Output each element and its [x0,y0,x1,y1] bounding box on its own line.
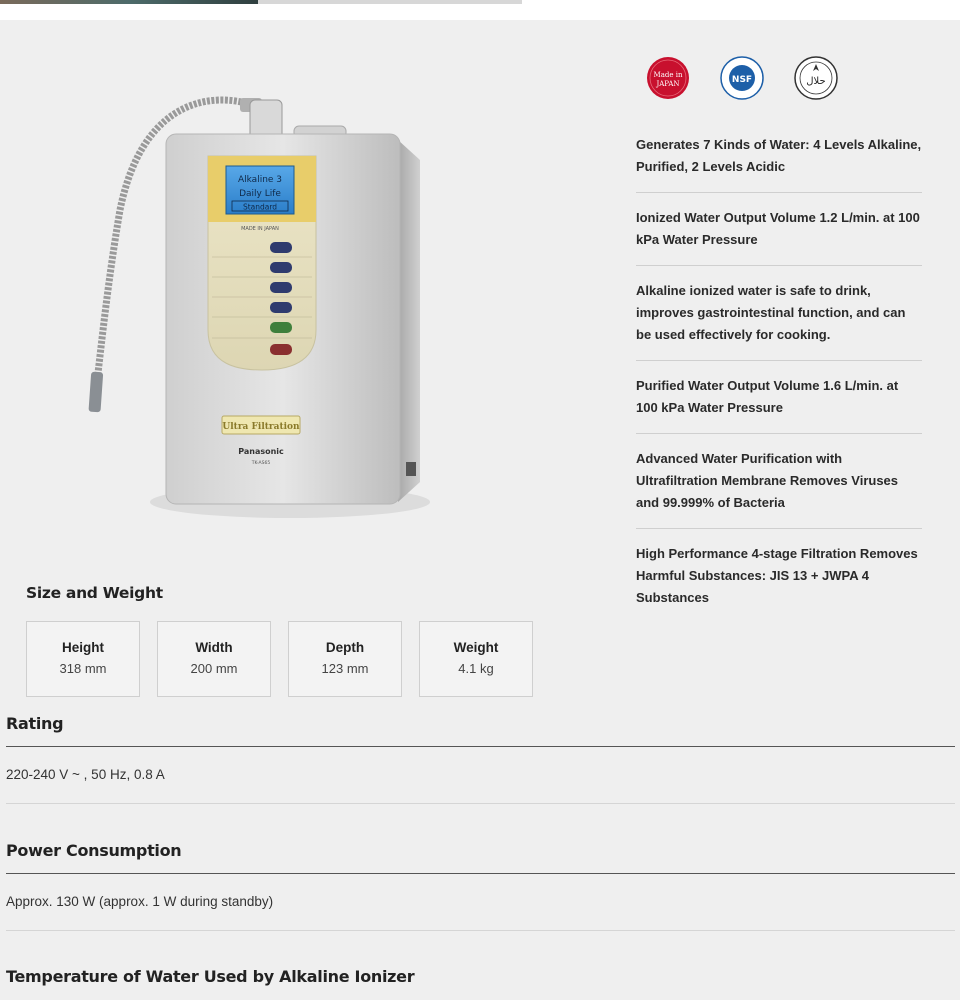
spec-bottom-divider [6,803,955,804]
spec-rating [6,714,955,804]
halal-text: حلال [806,76,826,87]
spec-title: Power Consumption [6,841,182,860]
model-label: TK-AS65 [251,461,271,466]
feature-item: Advanced Water Purification with Ultrafiltration Membrane Removes Viruses and 99.999% of Bacteria [636,434,922,529]
spec-bottom-divider [6,930,955,931]
dimension-label: Depth [325,640,365,655]
spec-title: Rating [6,714,64,733]
feature-item: High Performance 4-stage Filtration Removes Harmful Substances: JIS 13 + JWPA 4 Substances [636,546,918,605]
size-weight-title: Size and Weight [26,584,163,602]
spec-value: Approx. 130 W (approx. 1 W during standby) [6,894,274,909]
spec-value: 220-240 V ~ , 50 Hz, 0.8 A [6,767,165,782]
lcd-line-2: Daily Life [239,189,281,199]
nsf-badge [720,56,764,100]
dimension-card-width [157,621,271,697]
made-in-japan-badge [646,56,690,100]
certification-badges [646,56,846,102]
dimension-card-depth [288,621,402,697]
dimension-label: Width [195,640,233,655]
dimension-card-height [26,621,140,697]
lcd-line-3: Standard [242,202,278,212]
lcd-line-1: Alkaline 3 [237,175,283,185]
made-in-text: Made in [653,71,683,79]
feature-list [636,120,922,623]
dimension-value: 200 mm [190,661,238,676]
spec-water-temperature [6,967,955,999]
dimension-label: Height [62,640,104,655]
banner-image-strip-2 [258,0,522,4]
ultra-filtration-label: Ultra Filtration [222,422,300,432]
dimension-value: 123 mm [321,661,369,676]
brand-label: Panasonic [238,447,284,456]
dimension-label: Weight [453,640,499,655]
spec-title: Temperature of Water Used by Alkaline Ionizer [6,967,415,986]
feature-item: Alkaline ionized water is safe to drink, improves gastrointestinal function, and can be used effectively for cooking. [636,266,922,361]
banner-image-strip [0,0,258,4]
made-in-label: MADE IN JAPAN [241,226,279,232]
top-banner [0,0,960,20]
dimension-value: 318 mm [59,661,107,676]
feature-item: Purified Water Output Volume 1.6 L/min. at 100 kPa Water Pressure [636,361,922,434]
product-image [80,90,440,530]
dimension-card-weight [419,621,533,697]
spec-power-consumption [6,841,955,931]
feature-item: Ionized Water Output Volume 1.2 L/min. at 100 kPa Water Pressure [636,193,922,266]
halal-badge [794,56,838,100]
feature-item: Generates 7 Kinds of Water: 4 Levels Alkaline, Purified, 2 Levels Acidic [636,120,922,193]
dimension-value: 4.1 kg [458,661,494,676]
nsf-text: NSF [731,75,753,85]
japan-text: JAPAN [656,80,680,88]
